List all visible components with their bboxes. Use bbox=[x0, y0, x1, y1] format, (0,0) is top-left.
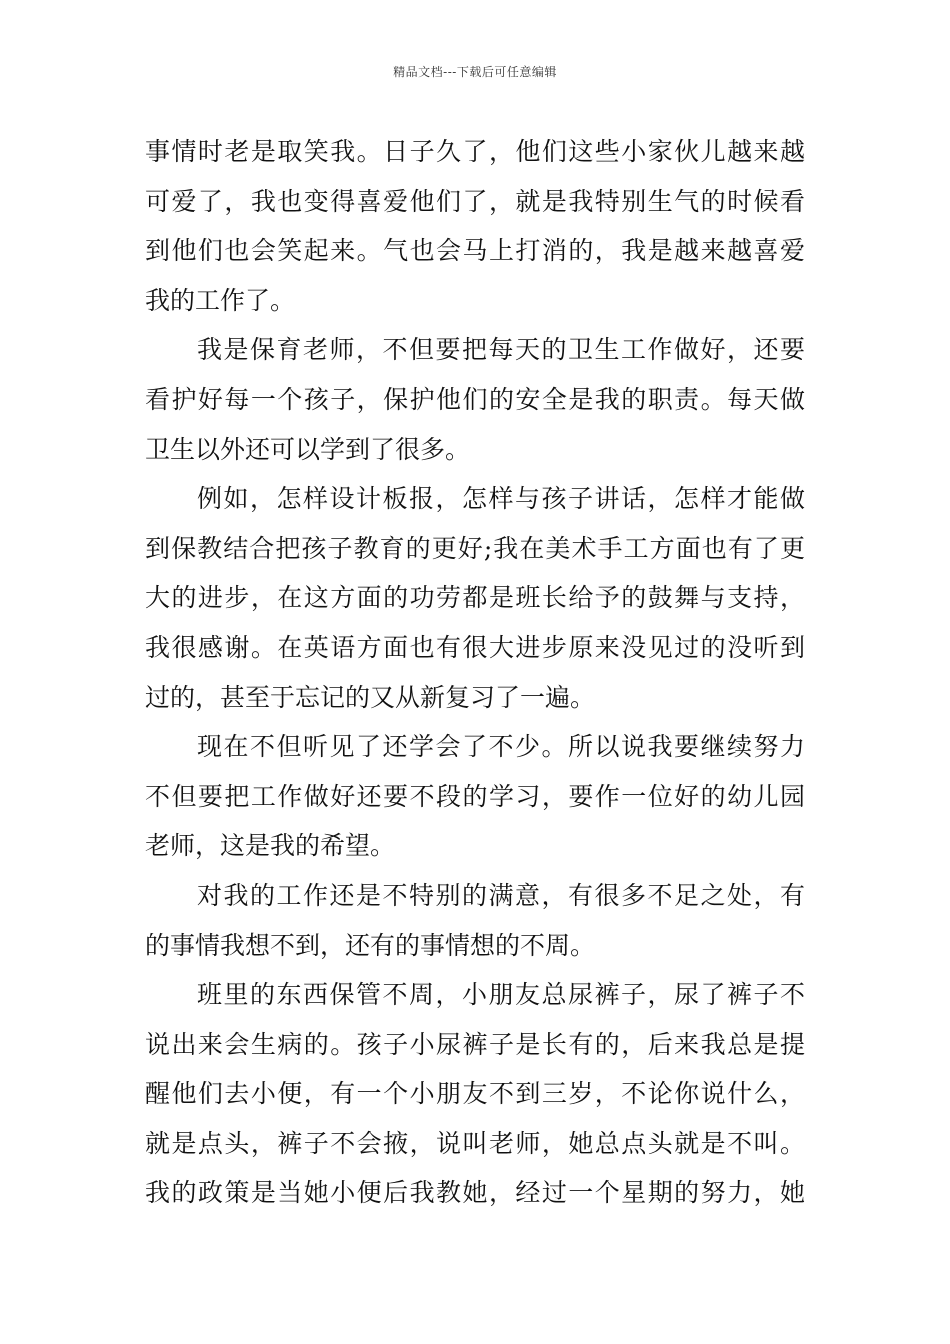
text-line: 说出来会生病的。孩子小尿裤子是长有的，后来我总是提 bbox=[145, 1029, 805, 1059]
text-line: 到保教结合把孩子教育的更好;我在美术手工方面也有了更 bbox=[145, 533, 805, 563]
text-line: 可爱了，我也变得喜爱他们了，就是我特别生气的时候看 bbox=[145, 186, 805, 216]
text-line: 大的进步，在这方面的功劳都是班长给予的鼓舞与支持， bbox=[145, 583, 805, 613]
text-line: 看护好每一个孩子，保护他们的安全是我的职责。每天做 bbox=[145, 384, 805, 414]
text-line: 卫生以外还可以学到了很多。 bbox=[145, 434, 471, 464]
text-line: 对我的工作还是不特别的满意，有很多不足之处，有 bbox=[197, 880, 805, 910]
text-line: 例如，怎样设计板报，怎样与孩子讲话，怎样才能做 bbox=[197, 484, 805, 514]
text-line: 我是保育老师，不但要把每天的卫生工作做好，还要 bbox=[197, 335, 805, 365]
text-line: 过的，甚至于忘记的又从新复习了一遍。 bbox=[145, 682, 596, 712]
page-header: 精品文档---下载后可任意编辑 bbox=[393, 65, 557, 79]
text-line: 事情时老是取笑我。日子久了，他们这些小家伙儿越来越 bbox=[145, 137, 805, 166]
text-line: 老师，这是我的希望。 bbox=[145, 831, 396, 861]
text-line: 就是点头，裤子不会掖，说叫老师，她总点头就是不叫。 bbox=[145, 1128, 805, 1158]
text-line: 我很感谢。在英语方面也有很大进步原来没见过的没听到 bbox=[145, 632, 805, 662]
text-line: 我的工作了。 bbox=[145, 285, 296, 315]
text-line: 到他们也会笑起来。气也会马上打消的，我是越来越喜爱 bbox=[145, 236, 805, 266]
body-text bbox=[145, 127, 805, 1218]
text-line: 醒他们去小便，有一个小朋友不到三岁，不论你说什么， bbox=[145, 1079, 805, 1109]
text-line: 班里的东西保管不周，小朋友总尿裤子，尿了裤子不 bbox=[197, 980, 805, 1010]
text-line: 不但要把工作做好还要不段的学习，要作一位好的幼儿园 bbox=[145, 781, 805, 811]
text-line: 现在不但听见了还学会了不少。所以说我要继续努力 bbox=[197, 732, 805, 762]
text-line: 的事情我想不到，还有的事情想的不周。 bbox=[145, 930, 596, 960]
text-line: 我的政策是当她小便后我教她，经过一个星期的努力，她 bbox=[145, 1178, 805, 1208]
